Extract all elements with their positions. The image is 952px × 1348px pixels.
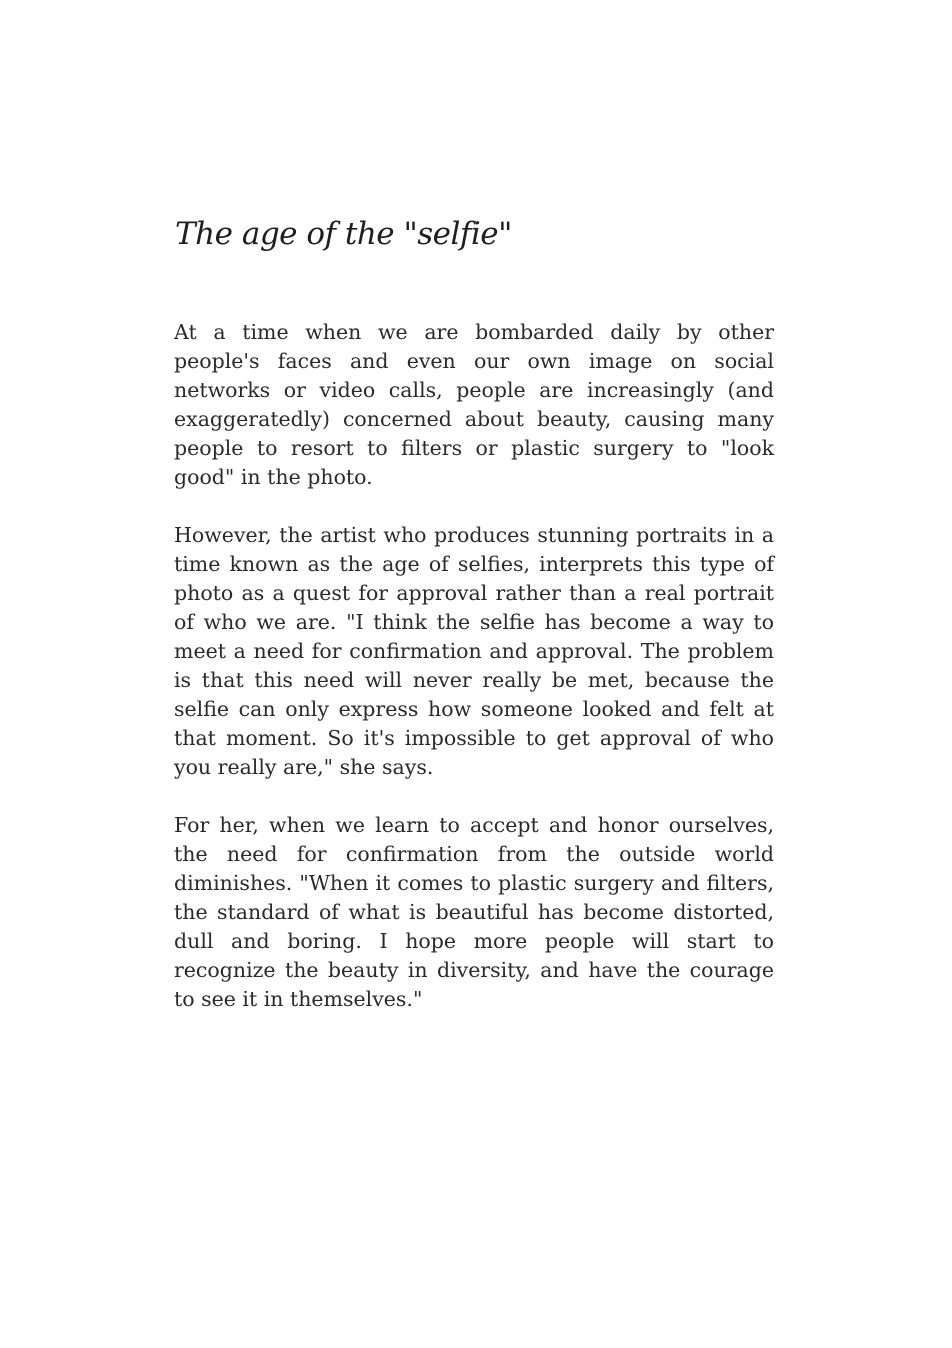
paragraph-1: At a time when we are bombarded daily by other people's faces and even our own image on social networks or video calls, people are increasingly (and exaggeratedly) concerned about beauty, causing many people to resort to filters or plastic surgery to "look good" in the photo.	[174, 320, 774, 489]
section-heading: The age of the "selfie"	[175, 216, 512, 252]
paragraph-3: For her, when we learn to accept and honor ourselves, the need for confirmation from the outside world diminishes. "When it comes to plastic surgery and filters, the standard of what is beautiful has become distorted, dull and boring. I hope more people will start to recognize the beauty in diversity, and have the courage to see it in themselves."	[174, 813, 774, 1011]
paragraph-2: However, the artist who produces stunning portraits in a time known as the age of selfies, interprets this type of photo as a quest for approval rather than a real portrait of who we are. "I think the selfie has become a way to meet a need for confirmation and approval. The problem is that this need will never really be met, because the selfie can only express how someone looked and felt at that moment. So it's impossible to get approval of who you really are," she says.	[174, 523, 774, 779]
article-body	[174, 318, 774, 1014]
